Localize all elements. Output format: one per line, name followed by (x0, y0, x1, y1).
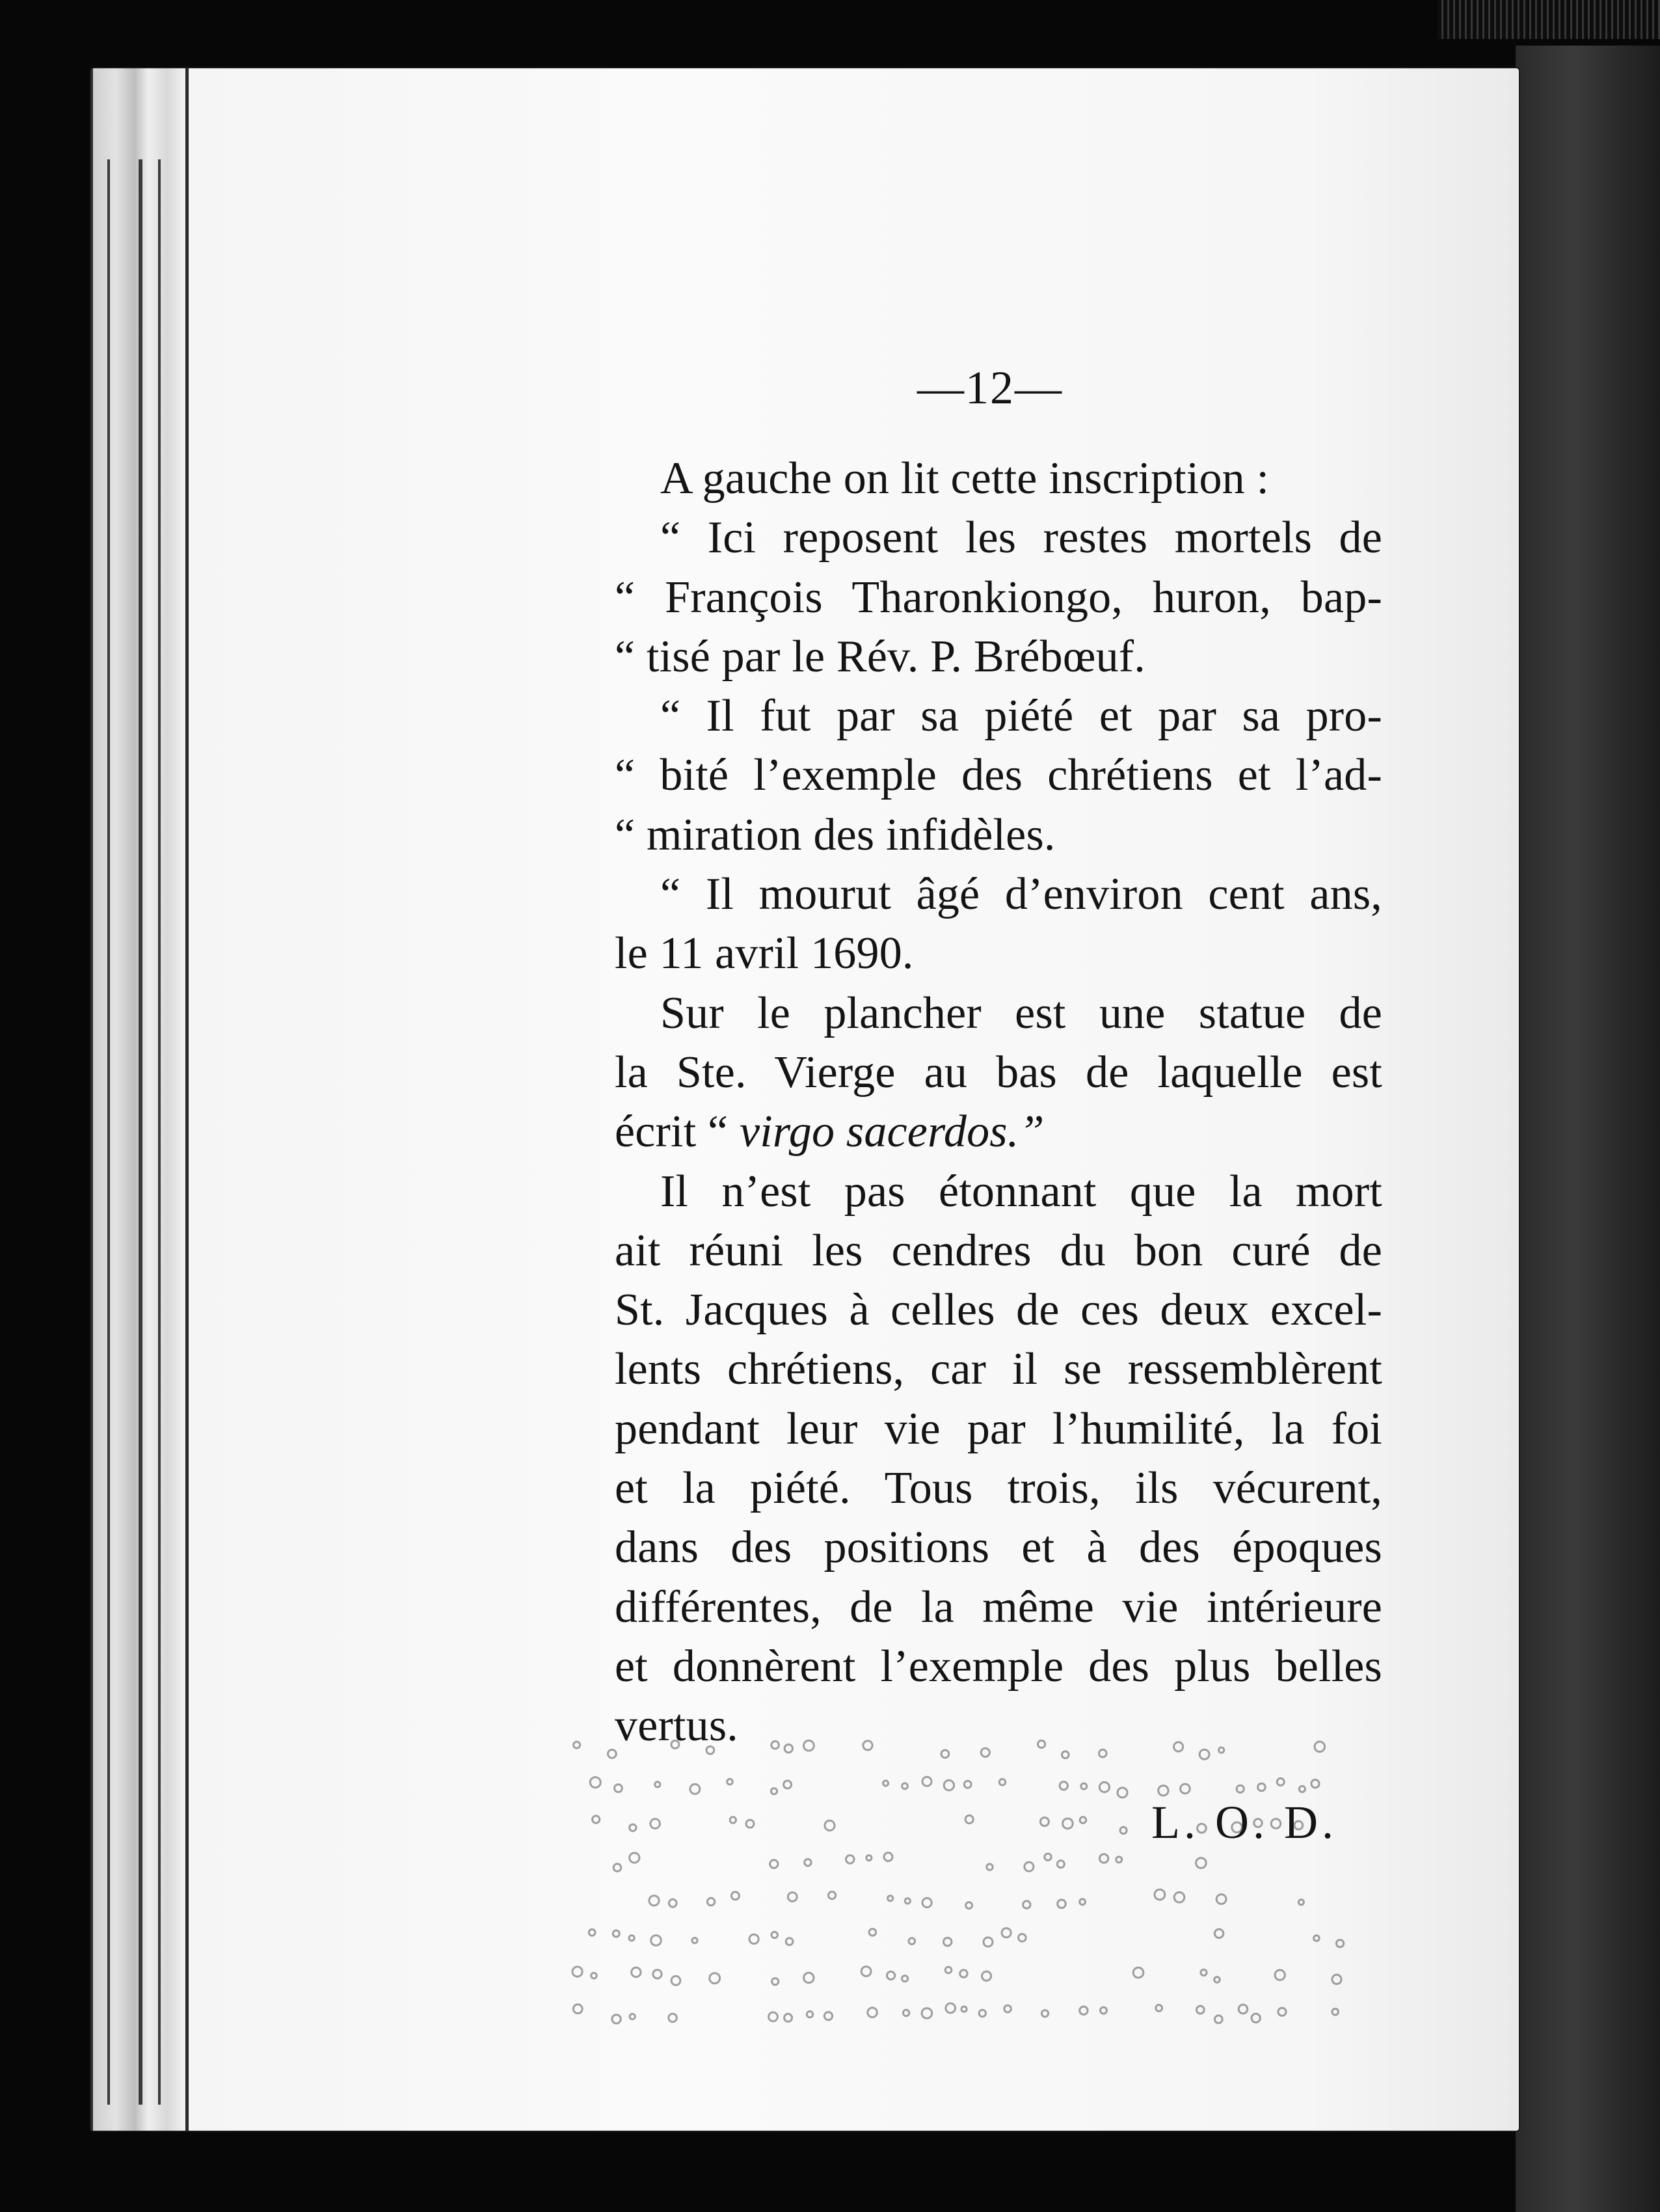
perforation-dot (593, 1816, 600, 1823)
perforation-dot (1298, 1900, 1304, 1905)
perforation-dot (649, 1896, 659, 1906)
perforation-dot (922, 2008, 932, 2019)
text-line: “ tisé par le Rév. P. Brébœuf. (615, 631, 1145, 682)
perforation-dot (922, 1777, 931, 1786)
perforation-dot (1216, 1895, 1226, 1904)
perforation-dot (1062, 1751, 1069, 1759)
perforation-dot (863, 1741, 872, 1750)
perforation-dot (706, 1746, 714, 1754)
perforation-dot (731, 1892, 739, 1900)
perforation-dot (961, 2006, 967, 2012)
perforation-dot (1099, 1749, 1107, 1757)
perforation-dot (574, 1742, 580, 1748)
perforation-dot (589, 1930, 595, 1936)
perforation-dot (1057, 1861, 1064, 1868)
perforation-dot (590, 1777, 600, 1788)
perforation-dot (770, 1860, 778, 1868)
perforation-dot (671, 1740, 679, 1748)
perforation-dot (902, 1976, 908, 1982)
text-line: ait réuni les cendres du bon curé de (615, 1225, 1382, 1276)
perforation-dot (1199, 1749, 1209, 1759)
spine-line (139, 159, 142, 2105)
perforation-dot (788, 1893, 797, 1902)
perforation-dot (651, 1936, 662, 1946)
perforation-dot (710, 1973, 720, 1984)
perforation-dot (922, 1898, 931, 1908)
perforation-dot (746, 1820, 754, 1828)
perforation-dot (692, 1938, 697, 1943)
perforation-dot (945, 1967, 952, 1973)
text-line: St. Jacques à celles de ces deux excel- (615, 1285, 1382, 1336)
perforation-dot (1002, 1928, 1011, 1937)
perforation-dot (1198, 1824, 1207, 1833)
perforation-dot (944, 1780, 954, 1790)
perforation-dot (1158, 1786, 1168, 1796)
perforation-dot (869, 1929, 876, 1936)
perforation-dot (1275, 1970, 1285, 1980)
perforation-dot (1041, 2010, 1048, 2017)
perforation-dot (655, 1782, 660, 1787)
perforation-dot (1004, 2005, 1011, 2012)
perforation-dot (1045, 1854, 1051, 1860)
page-number: —12— (917, 362, 1063, 414)
perforation-dot (883, 1781, 889, 1786)
text-line: “ bité l’exemple des chrétiens et l’ad- (615, 750, 1382, 801)
perforation-dots (559, 1731, 1379, 2043)
perforation-dot (887, 1971, 895, 1979)
perforation-dot (771, 1932, 777, 1937)
perforation-dot (1214, 1977, 1220, 1983)
text-line: “ Il fut par sa piété et par sa pro- (660, 691, 1382, 742)
perforation-dot (1080, 1817, 1086, 1824)
text-line: A gauche on lit cette inscription : (660, 453, 1270, 504)
perforation-dot (749, 1934, 758, 1943)
perforation-dot (1232, 1822, 1242, 1833)
scan-edge-marks (1438, 0, 1660, 39)
perforation-dot (573, 2004, 582, 2014)
perforation-dot (981, 1748, 989, 1757)
perforation-dot (671, 1976, 680, 1985)
perforation-dot (1311, 1780, 1319, 1788)
perforation-dot (1294, 1821, 1303, 1829)
text-line (615, 1102, 1382, 1161)
perforation-dot (866, 1855, 872, 1861)
perforation-dot (1058, 1900, 1066, 1908)
text-line: la Ste. Vierge au bas de laquelle est (615, 1047, 1382, 1098)
perforation-dot (786, 1938, 793, 1945)
perforation-dot (868, 2008, 877, 2017)
perforation-dot (905, 1898, 910, 1904)
text-line: Sur le plancher est une statue de (660, 988, 1382, 1038)
text-line: le 11 avril 1690. (615, 928, 914, 979)
perforation-dot (1337, 1940, 1344, 1947)
perforation-dot (807, 2012, 812, 2017)
perforation-dot (1116, 1857, 1122, 1863)
perforation-dot (669, 2014, 677, 2022)
perforation-dot (1219, 1747, 1224, 1753)
perforation-dot (1214, 1929, 1223, 1937)
perforation-dot (979, 2010, 985, 2016)
perforation-dot (615, 1785, 622, 1792)
perforation-dot (1174, 1742, 1183, 1751)
perforation-dot (784, 1781, 792, 1788)
perforation-dot (805, 1859, 811, 1866)
perforation-dot (1060, 1782, 1067, 1790)
perforation-dot (730, 1817, 736, 1823)
perforation-dot (1201, 1969, 1207, 1975)
perforation-dot (1024, 1862, 1034, 1871)
perforation-dot (1174, 1893, 1185, 1903)
text-line: vertus. (615, 1701, 738, 1751)
perforation-dot (629, 1936, 634, 1941)
perforation-dot (1120, 1827, 1127, 1833)
perforation-dot (612, 2015, 621, 2023)
perforation-dot (608, 1749, 617, 1758)
perforation-dot (1040, 1818, 1049, 1826)
perforation-dot (1271, 1819, 1281, 1829)
text-line: Il n’est pas étonnant que la mort (660, 1166, 1382, 1217)
perforation-dot (982, 1971, 991, 1980)
perforation-dot (941, 1750, 949, 1758)
perforation-dot (1101, 2007, 1107, 2014)
perforation-dot (690, 1784, 700, 1794)
perforation-dot (613, 1930, 619, 1937)
facing-page-edge (1516, 46, 1660, 2212)
perforation-dot (829, 1892, 836, 1899)
perforation-dot (630, 1824, 636, 1831)
text-line-start: écrit “ (615, 1107, 740, 1157)
perforation-dot (1252, 2014, 1260, 2022)
perforation-dot (884, 1853, 892, 1861)
page-text (615, 364, 1382, 1756)
perforation-dot (946, 2003, 956, 2013)
text-line: pendant leur vie par l’humilité, la foi (615, 1403, 1382, 1454)
perforation-dot (888, 1896, 893, 1901)
perforation-dot (1314, 1936, 1320, 1941)
perforation-dot (669, 1899, 676, 1907)
perforation-dot (1099, 1854, 1108, 1863)
perforation-dot (999, 1779, 1005, 1785)
perforation-dot (1332, 2009, 1339, 2016)
perforation-dot (1181, 1784, 1190, 1794)
perforation-dot (903, 2010, 909, 2016)
latin-quote: virgo sacerdos.” (740, 1107, 1045, 1157)
perforation-dot (804, 1740, 814, 1751)
perforation-dot (1196, 2006, 1204, 2014)
perforation-dot (591, 1973, 597, 1978)
perforation-dot (784, 2014, 792, 2021)
perforation-dot (1019, 1934, 1026, 1942)
perforation-dot (966, 1902, 972, 1909)
perforation-dot (784, 1744, 792, 1752)
spine-line (158, 159, 161, 2105)
perforation-dot (707, 1898, 714, 1905)
perforation-dot (804, 1973, 814, 1982)
perforation-dot (846, 1855, 855, 1864)
text-line: et la piété. Tous trois, ils vécurent, (615, 1463, 1382, 1514)
perforation-dot (572, 1967, 582, 1976)
perforation-dot (825, 1820, 835, 1830)
perforation-dot (771, 1788, 777, 1794)
perforation-dot (1080, 1899, 1086, 1905)
perforation-dot (613, 1864, 621, 1872)
perforation-dot (1278, 2008, 1286, 2016)
perforation-dot (909, 1938, 915, 1945)
perforation-dot (964, 1781, 971, 1788)
perforation-dot (824, 2012, 832, 2020)
perforation-dot (1080, 2006, 1088, 2014)
perforation-dot (1133, 1967, 1144, 1978)
text-line: “ miration des infidèles. (615, 809, 1056, 860)
perforation-dot (1214, 2016, 1222, 2023)
perforation-dot (1237, 1785, 1244, 1792)
text-line: “ Il mourut âgé d’environ cent ans, (660, 869, 1382, 920)
perforation-dot (772, 1978, 779, 1985)
perforation-dot (1156, 2005, 1162, 2012)
perforation-dot (727, 1779, 733, 1785)
perforation-dot (1277, 1778, 1284, 1785)
perforation-dot (861, 1967, 871, 1976)
perforation-dot (944, 1938, 952, 1946)
perforation-dot (1238, 2004, 1248, 2014)
perforation-dot (769, 2012, 778, 2021)
perforation-dot (1332, 1975, 1341, 1984)
text-line: différentes, de la même vie intérieure (615, 1582, 1382, 1632)
perforation-dot (984, 1937, 993, 1947)
perforation-dot (1254, 1819, 1262, 1827)
text-line: et donnèrent l’exemple des plus belles (615, 1641, 1382, 1692)
perforation-dot (1038, 1740, 1045, 1747)
perforation-dot (1258, 1783, 1266, 1791)
text-line: “ Ici reposent les restes mortels de (660, 513, 1382, 563)
perforation-dot (650, 1819, 660, 1829)
perforation-dot (1081, 1783, 1087, 1789)
perforation-dot (960, 1970, 967, 1977)
perforation-dot (1063, 1818, 1073, 1829)
text-line: dans des positions et à des époques (615, 1522, 1382, 1573)
text-line: “ François Tharonkiongo, huron, bap- (615, 572, 1382, 623)
perforation-dot (1023, 1901, 1030, 1908)
perforation-dot (902, 1783, 908, 1789)
perforation-dot (1118, 1788, 1127, 1798)
text-line: lents chrétiens, car il se ressemblèrent (615, 1344, 1382, 1395)
signature-initials: L. O. D. (1151, 1796, 1337, 1848)
perforation-dot (653, 1970, 662, 1978)
book-spine (91, 68, 189, 2131)
perforation-dot (1099, 1782, 1109, 1792)
perforation-dot (1196, 1858, 1207, 1868)
perforation-dot (987, 1864, 993, 1870)
perforation-dot (630, 2014, 635, 2019)
perforation-dot (965, 1815, 973, 1823)
perforation-dot (630, 1853, 639, 1863)
perforation-dot (1315, 1742, 1325, 1752)
perforation-dot (771, 1741, 779, 1749)
perforation-dot (1155, 1889, 1165, 1900)
spine-line (107, 159, 110, 2105)
perforation-dot (632, 1967, 641, 1976)
perforation-dot (1299, 1786, 1305, 1792)
